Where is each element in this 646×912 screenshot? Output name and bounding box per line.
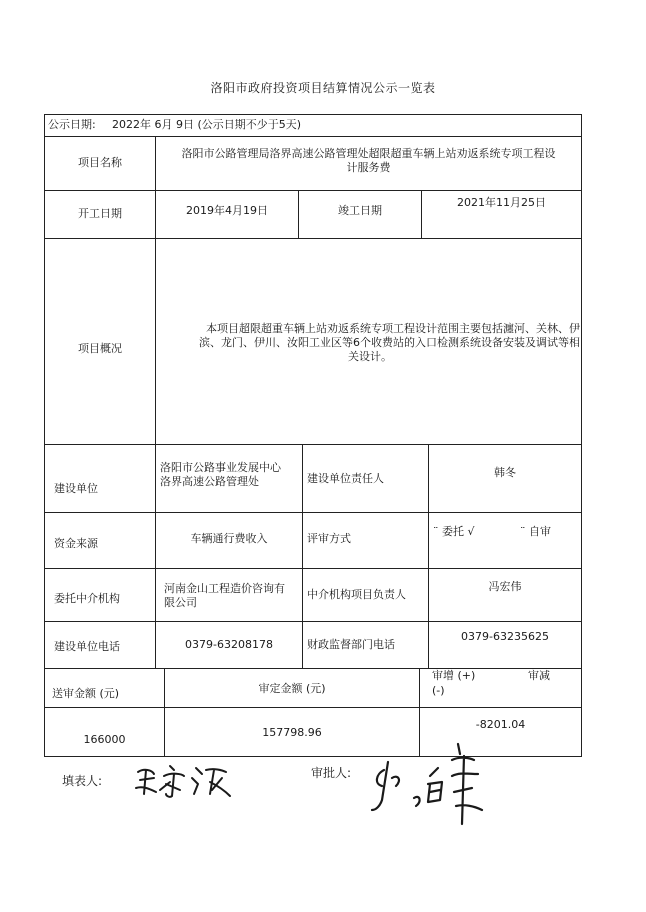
overview-text [160, 322, 580, 364]
agency-value [164, 582, 285, 610]
approved-amount-value: 157798.96 [262, 726, 322, 739]
project-name-label: 项目名称 [78, 156, 122, 169]
end-date-value: 2021年11月25日 [457, 196, 546, 209]
project-name-line-1: 洛阳市公路管理局洛界高速公路管理处超限超重车辆上站劝返系统专项工程设 [181, 147, 556, 160]
filler-label: 填表人: [62, 774, 103, 788]
overview-line-3: 关设计。 [348, 350, 392, 363]
agency-label: 委托中介机构 [54, 592, 120, 605]
overview-line-1: 本项目超限超重车辆上站劝返系统专项工程设计范围主要包括瀍河、关林、伊 [206, 322, 580, 335]
overview-line-2: 滨、龙门、伊川、汝阳工业区等6个收费站的入口检测系统设备安装及调试等相 [199, 336, 580, 349]
finance-phone-value: 0379-63235625 [461, 630, 549, 643]
agency-lead-value: 冯宏伟 [488, 580, 522, 593]
delta-label-decrease: 审减 [528, 669, 550, 682]
page-title: 洛阳市政府投资项目结算情况公示一览表 [210, 81, 436, 95]
approved-amount-label: 审定金额 (元) [258, 682, 326, 695]
review-method-label: 评审方式 [307, 532, 351, 545]
review-option-self: ¨ 自审 [520, 525, 551, 538]
builder-line-2: 洛界高速公路管理处 [160, 475, 259, 488]
delta-amount-value: -8201.04 [475, 718, 526, 731]
builder-resp-label: 建设单位责任人 [307, 472, 384, 485]
project-name-value [156, 147, 581, 175]
approver-label: 审批人: [311, 766, 352, 780]
publish-date-label: 公示日期: [48, 118, 96, 131]
end-date-label: 竣工日期 [338, 204, 382, 217]
delta-label-minus: (-) [432, 684, 445, 697]
builder-phone-label: 建设单位电话 [54, 640, 120, 653]
builder-phone-value: 0379-63208178 [185, 638, 273, 651]
submitted-amount-value: 166000 [83, 733, 126, 746]
agency-lead-label: 中介机构项目负责人 [307, 588, 406, 601]
funding-value: 车辆通行费收入 [190, 532, 268, 545]
delta-label-increase: 审增 (+) [432, 669, 476, 682]
publish-date-value: 2022年 6月 9日 (公示日期不少于5天) [112, 118, 302, 131]
agency-line-1: 河南金山工程造价咨询有 [164, 582, 285, 595]
builder-line-1: 洛阳市公路事业发展中心 [160, 461, 281, 474]
funding-label: 资金来源 [54, 537, 98, 550]
builder-value [160, 461, 281, 489]
overview-label: 项目概况 [78, 342, 122, 355]
approver-signature-image [368, 740, 496, 830]
project-name-line-2: 计服务费 [346, 161, 391, 174]
start-date-label: 开工日期 [78, 207, 122, 220]
review-option-entrust: ¨ 委托 √ [433, 525, 475, 538]
agency-line-2: 限公司 [164, 596, 197, 609]
filler-signature-image [130, 760, 240, 800]
finance-phone-label: 财政监督部门电话 [307, 638, 395, 651]
builder-resp-value: 韩冬 [494, 466, 516, 479]
builder-label: 建设单位 [54, 482, 98, 495]
submitted-amount-label: 送审金额 (元) [52, 687, 120, 700]
start-date-value: 2019年4月19日 [186, 204, 268, 217]
